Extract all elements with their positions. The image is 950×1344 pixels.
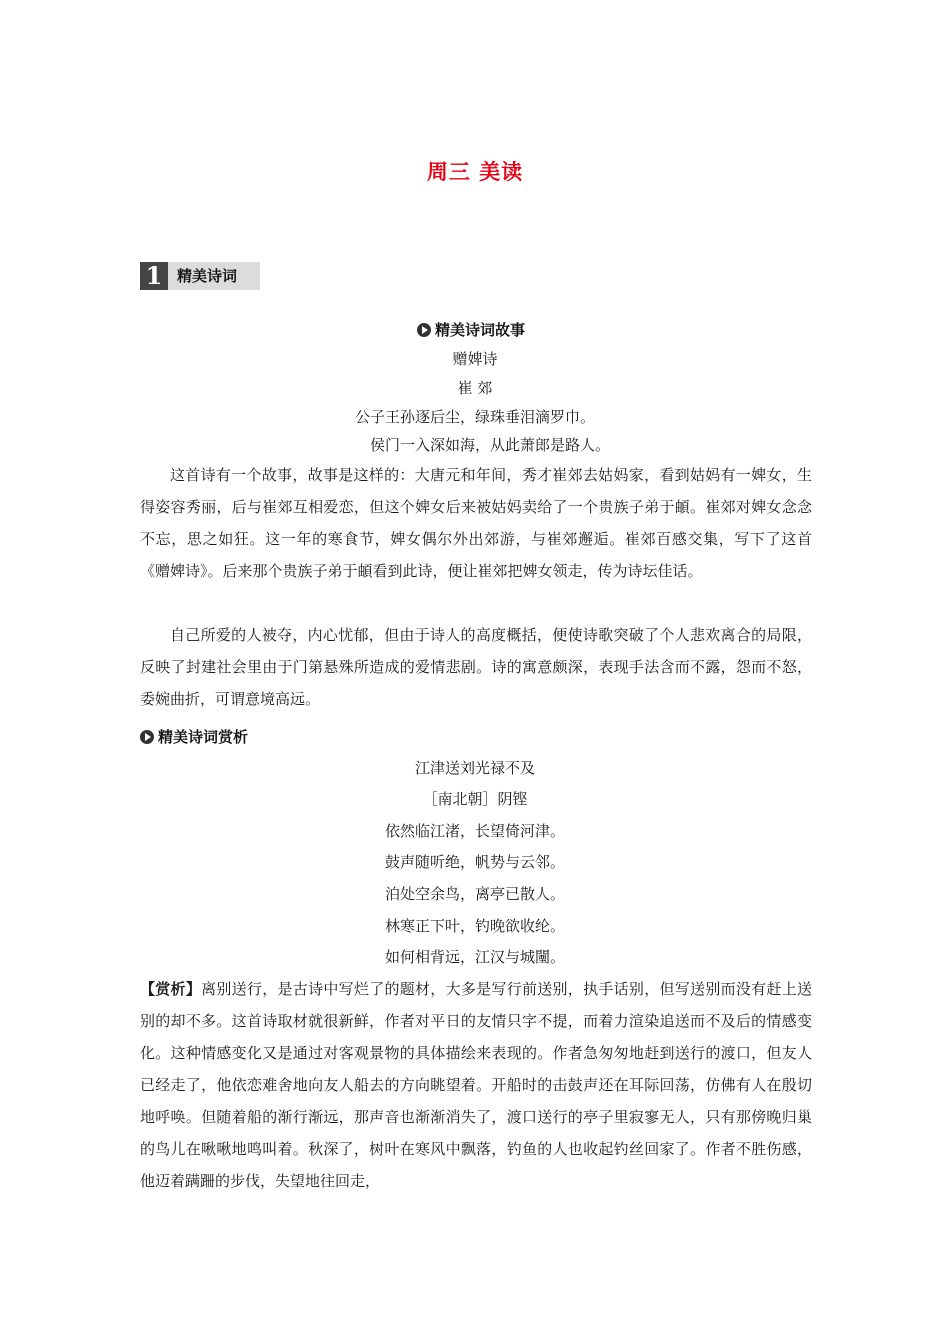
story-paragraph: 这首诗有一个故事，故事是这样的：大唐元和年间，秀才崔郊去姑妈家，看到姑妈有一婢女，生得姿容秀丽，后与崔郊互相爱恋，但这个婢女后来被姑妈卖给了一个贵族子弟于頔。崔郊对婢女念念不忘，思之如狂。这一年的寒食节，婢女偶尔外出郊游，与崔郊邂逅。崔郊百感交集，写下了这首《赠婢诗》。后来那个贵族子弟于頔看到此诗，便让崔郊把婢女领走，传为诗坛佳话。	[140, 466, 812, 580]
page-title: 周三 美读	[426, 160, 524, 184]
story-paragraph: 自己所爱的人被夺，内心忧郁，但由于诗人的高度概括，便使诗歌突破了个人悲欢离合的局限，反映了封建社会里由于门第悬殊所造成的爱情悲剧。诗的寓意颇深，表现手法含而不露，怨而不怒，委婉曲折，可谓意境高远。	[140, 626, 812, 708]
section-header	[140, 262, 260, 290]
appreciation-poem-title: 江津送刘光禄不及	[414, 759, 535, 777]
story-poem-title: 赠婢诗	[452, 350, 498, 368]
section-number: 1	[140, 262, 168, 290]
appreciation-paragraph	[140, 973, 812, 1197]
appreciation-poem-author: ［南北朝］阴铿	[422, 790, 528, 808]
appreciation-poem-line: 鼓声随听绝，帆势与云邻。	[384, 853, 565, 871]
appreciation-text: 离别送行，是古诗中写烂了的题材，大多是写行前送别，执手话别，但写送别而没有赶上送别的却不多。这首诗取材就很新鲜，作者对平日的友情只字不提，而着力渲染追送而不及后的情感变化。这种情感变化又是通过对客观景物的具体描绘来表现的。作者急匆匆地赶到送行的渡口，但友人已经走了，他依恋难舍地向友人船去的方向眺望着。开船时的击鼓声还在耳际回荡，仿佛有人在殷切地呼唤。但随着船的渐行渐远，那声音也渐渐消失了，渡口送行的亭子里寂寥无人，只有那傍晚归巢的鸟儿在啾啾地鸣叫着。秋深了，树叶在寒风中飘落，钓鱼的人也收起钓丝回家了。作者不胜伤感，他迈着蹒跚的步伐，失望地往回走，	[140, 980, 812, 1190]
play-circle-icon	[417, 323, 431, 337]
appreciation-label: 【赏析】	[140, 980, 202, 998]
story-poem-line: 侯门一入深如海，从此萧郎是路人。	[369, 436, 610, 454]
section-label: 精美诗词	[177, 267, 238, 285]
appreciation-poem-line: 林寒正下叶，钓晚欲收纶。	[384, 917, 565, 935]
appreciation-heading-text: 精美诗词赏析	[158, 728, 249, 746]
story-heading-text: 精美诗词故事	[435, 321, 526, 339]
appreciation-heading	[140, 726, 248, 747]
story-poem-line: 公子王孙逐后尘，绿珠垂泪滴罗巾。	[354, 408, 595, 426]
appreciation-poem-line: 泊处空余鸟，离亭已散人。	[384, 885, 565, 903]
appreciation-poem-line: 如何相背远，江汉与城闉。	[384, 948, 565, 966]
play-circle-icon	[140, 730, 154, 744]
story-heading	[417, 319, 525, 340]
story-poem-author: 崔 郊	[457, 379, 493, 397]
appreciation-poem-line: 依然临江渚，长望倚河津。	[384, 822, 565, 840]
